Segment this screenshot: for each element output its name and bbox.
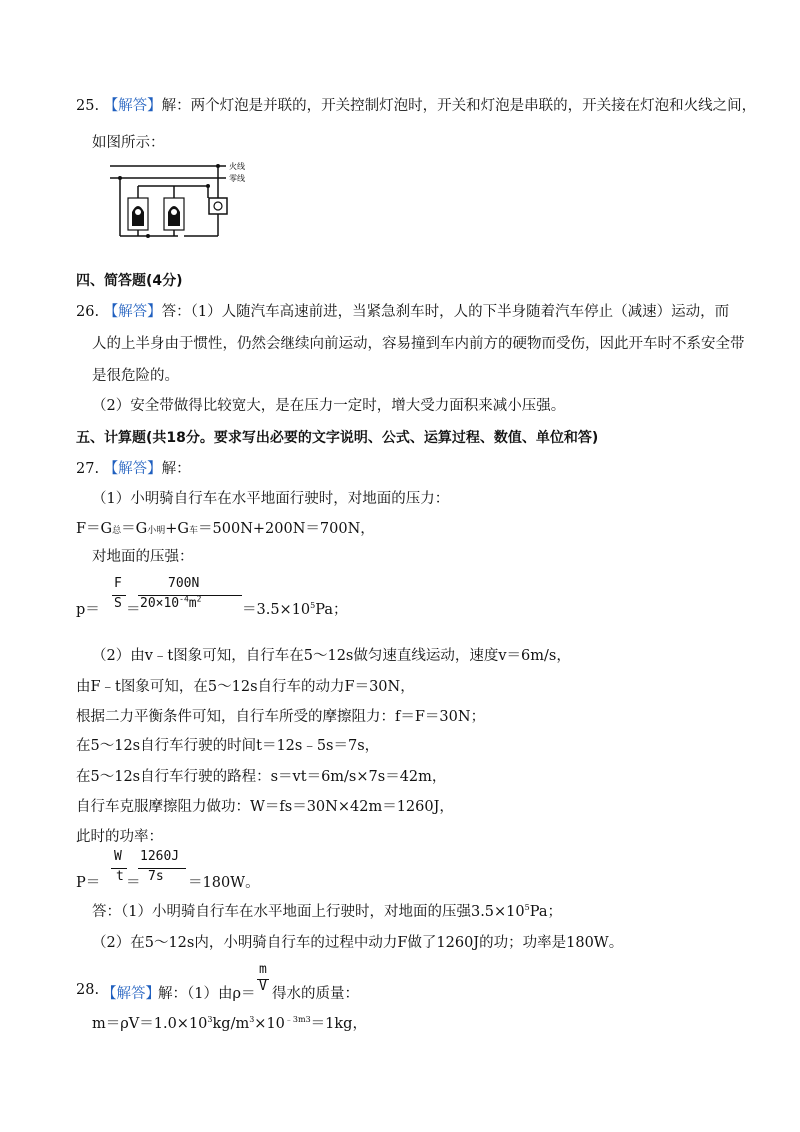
section-title-4: 四、简答题(4分) [76, 273, 183, 289]
answer-tag: 【解答】 [102, 986, 160, 1002]
superscript: 5 [524, 903, 530, 913]
eq-part: ＝G [121, 521, 148, 537]
q28-line1 [76, 962, 476, 1006]
q27-p1: （1）小明骑自行车在水平地面行驶时，对地面的压力： [92, 491, 450, 507]
superscript: -4 [179, 594, 189, 604]
fraction-numerator: 700N [168, 576, 200, 591]
fraction-denominator: V [259, 979, 267, 994]
q27-line1 [76, 459, 191, 479]
fraction-numerator: W [114, 849, 122, 864]
q27-answer-1 [92, 902, 562, 922]
eq-part: m＝ρV＝1.0×10 [92, 1016, 208, 1032]
live-wire-label: 火线 [229, 162, 245, 171]
fraction-denominator: S [114, 596, 122, 611]
q26-line1 [76, 302, 729, 322]
power-formula [76, 849, 296, 895]
lamp-icon-2 [164, 198, 184, 230]
q27-answer-2: （2）在5～12s内，小明骑自行车的过程中动力F做了1260J的功；功率是180W。 [92, 935, 624, 951]
fraction-numerator: F [114, 576, 122, 591]
question-number: 25. [76, 98, 100, 114]
answer-tag: 【解答】 [103, 461, 162, 477]
eq-part: +G [165, 521, 190, 537]
superscript: ﹣3m3 [284, 1015, 311, 1025]
question-number: 27. [76, 461, 100, 477]
switch-icon [209, 198, 227, 214]
answer-tag: 【解答】 [103, 304, 162, 320]
eq-part: ＝ [126, 602, 141, 618]
superscript: 5 [310, 601, 316, 611]
fraction-numerator: m [259, 962, 267, 977]
subscript: 车 [189, 526, 199, 536]
eq-part: Pa； [529, 904, 562, 920]
eq-part: ＝1kg， [310, 1016, 367, 1032]
eq-part: ×10 [254, 1016, 285, 1032]
subscript: 小明 [147, 526, 166, 536]
eq-part: 20×10 [140, 596, 180, 611]
eq-part: F＝G [76, 521, 113, 537]
eq-part: 解：（1）由ρ＝ [158, 986, 256, 1002]
superscript: 3 [207, 1015, 213, 1025]
q27-force-eq [76, 519, 375, 541]
section-title-5: 五、计算题(共18分。要求写出必要的文字说明、公式、运算过程、数值、单位和答) [76, 430, 599, 446]
q25-line2: 如图所示： [92, 135, 165, 151]
q25-line1 [76, 96, 756, 116]
question-number: 26. [76, 304, 100, 320]
circuit-diagram [108, 156, 258, 246]
eq-part: kg/m [212, 1016, 250, 1032]
power-result: ＝180W。 [188, 875, 260, 891]
eq-part: m [188, 596, 197, 611]
answer-tag: 【解答】 [103, 98, 162, 114]
fraction-numerator: 1260J [140, 849, 180, 864]
subscript: 总 [112, 526, 122, 536]
q27-p3: （2）由v﹣t图象可知，自行车在5～12s做匀速直线运动，速度v＝6m/s， [92, 648, 571, 664]
eq-part: ＝ [126, 875, 141, 891]
q27-jie: 解： [161, 461, 191, 477]
q25-text: 解：两个灯泡是并联的，开关控制灯泡时，开关和灯泡是串联的，开关接在灯泡和火线之间， [161, 98, 757, 114]
eq-part: Pa； [315, 602, 348, 618]
q27-p6: 在5～12s自行车行驶的时间t＝12s﹣5s＝7s， [76, 738, 380, 754]
q27-p7: 在5～12s自行车行驶的路程：s＝vt＝6m/s×7s＝42m， [76, 769, 447, 785]
eq-part: ＝500N+200N＝700N， [198, 521, 375, 537]
neutral-wire-label: 零线 [229, 174, 245, 183]
fraction-denominator: t [116, 869, 124, 884]
q27-p8: 自行车克服摩擦阻力做功：W＝fs＝30N×42m＝1260J， [76, 799, 454, 815]
fraction-denominator: 7s [148, 869, 164, 884]
q26-text-1: 答：（1）人随汽车高速前进，当紧急刹车时，人的下半身随着汽车停止（减速）运动，而 [161, 304, 730, 320]
q27-p2: 对地面的压强： [92, 549, 194, 565]
superscript: 3 [249, 1015, 255, 1025]
eq-part: p＝ [76, 602, 100, 618]
pressure-result [242, 598, 348, 619]
lamp-icon-1 [128, 198, 148, 230]
question-number: 28. [76, 982, 100, 998]
eq-part: ＝3.5×10 [242, 602, 311, 618]
eq-part: 得水的质量： [272, 986, 359, 1002]
q27-p9: 此时的功率： [76, 829, 163, 845]
q27-p4: 由F﹣t图象可知，在5～12s自行车的动力F＝30N， [76, 679, 415, 695]
pressure-formula [76, 576, 348, 636]
q26-line3: 是很危险的。 [92, 368, 179, 384]
q27-p5: 根据二力平衡条件可知，自行车所受的摩擦阻力：f＝F＝30N； [76, 709, 486, 725]
fraction-denominator [140, 596, 201, 611]
q28-mass-eq [92, 1014, 367, 1034]
eq-part: 答：（1）小明骑自行车在水平地面上行驶时，对地面的压强3.5×10 [92, 904, 525, 920]
eq-part: P＝ [76, 875, 101, 891]
q26-line2: 人的上半身由于惯性，仍然会继续向前运动，容易撞到车内前方的硬物而受伤，因此开车时不系安全带 [92, 336, 745, 352]
q26-line4: （2）安全带做得比较宽大，是在压力一定时，增大受力面积来减小压强。 [92, 398, 566, 414]
superscript: 2 [196, 594, 202, 604]
